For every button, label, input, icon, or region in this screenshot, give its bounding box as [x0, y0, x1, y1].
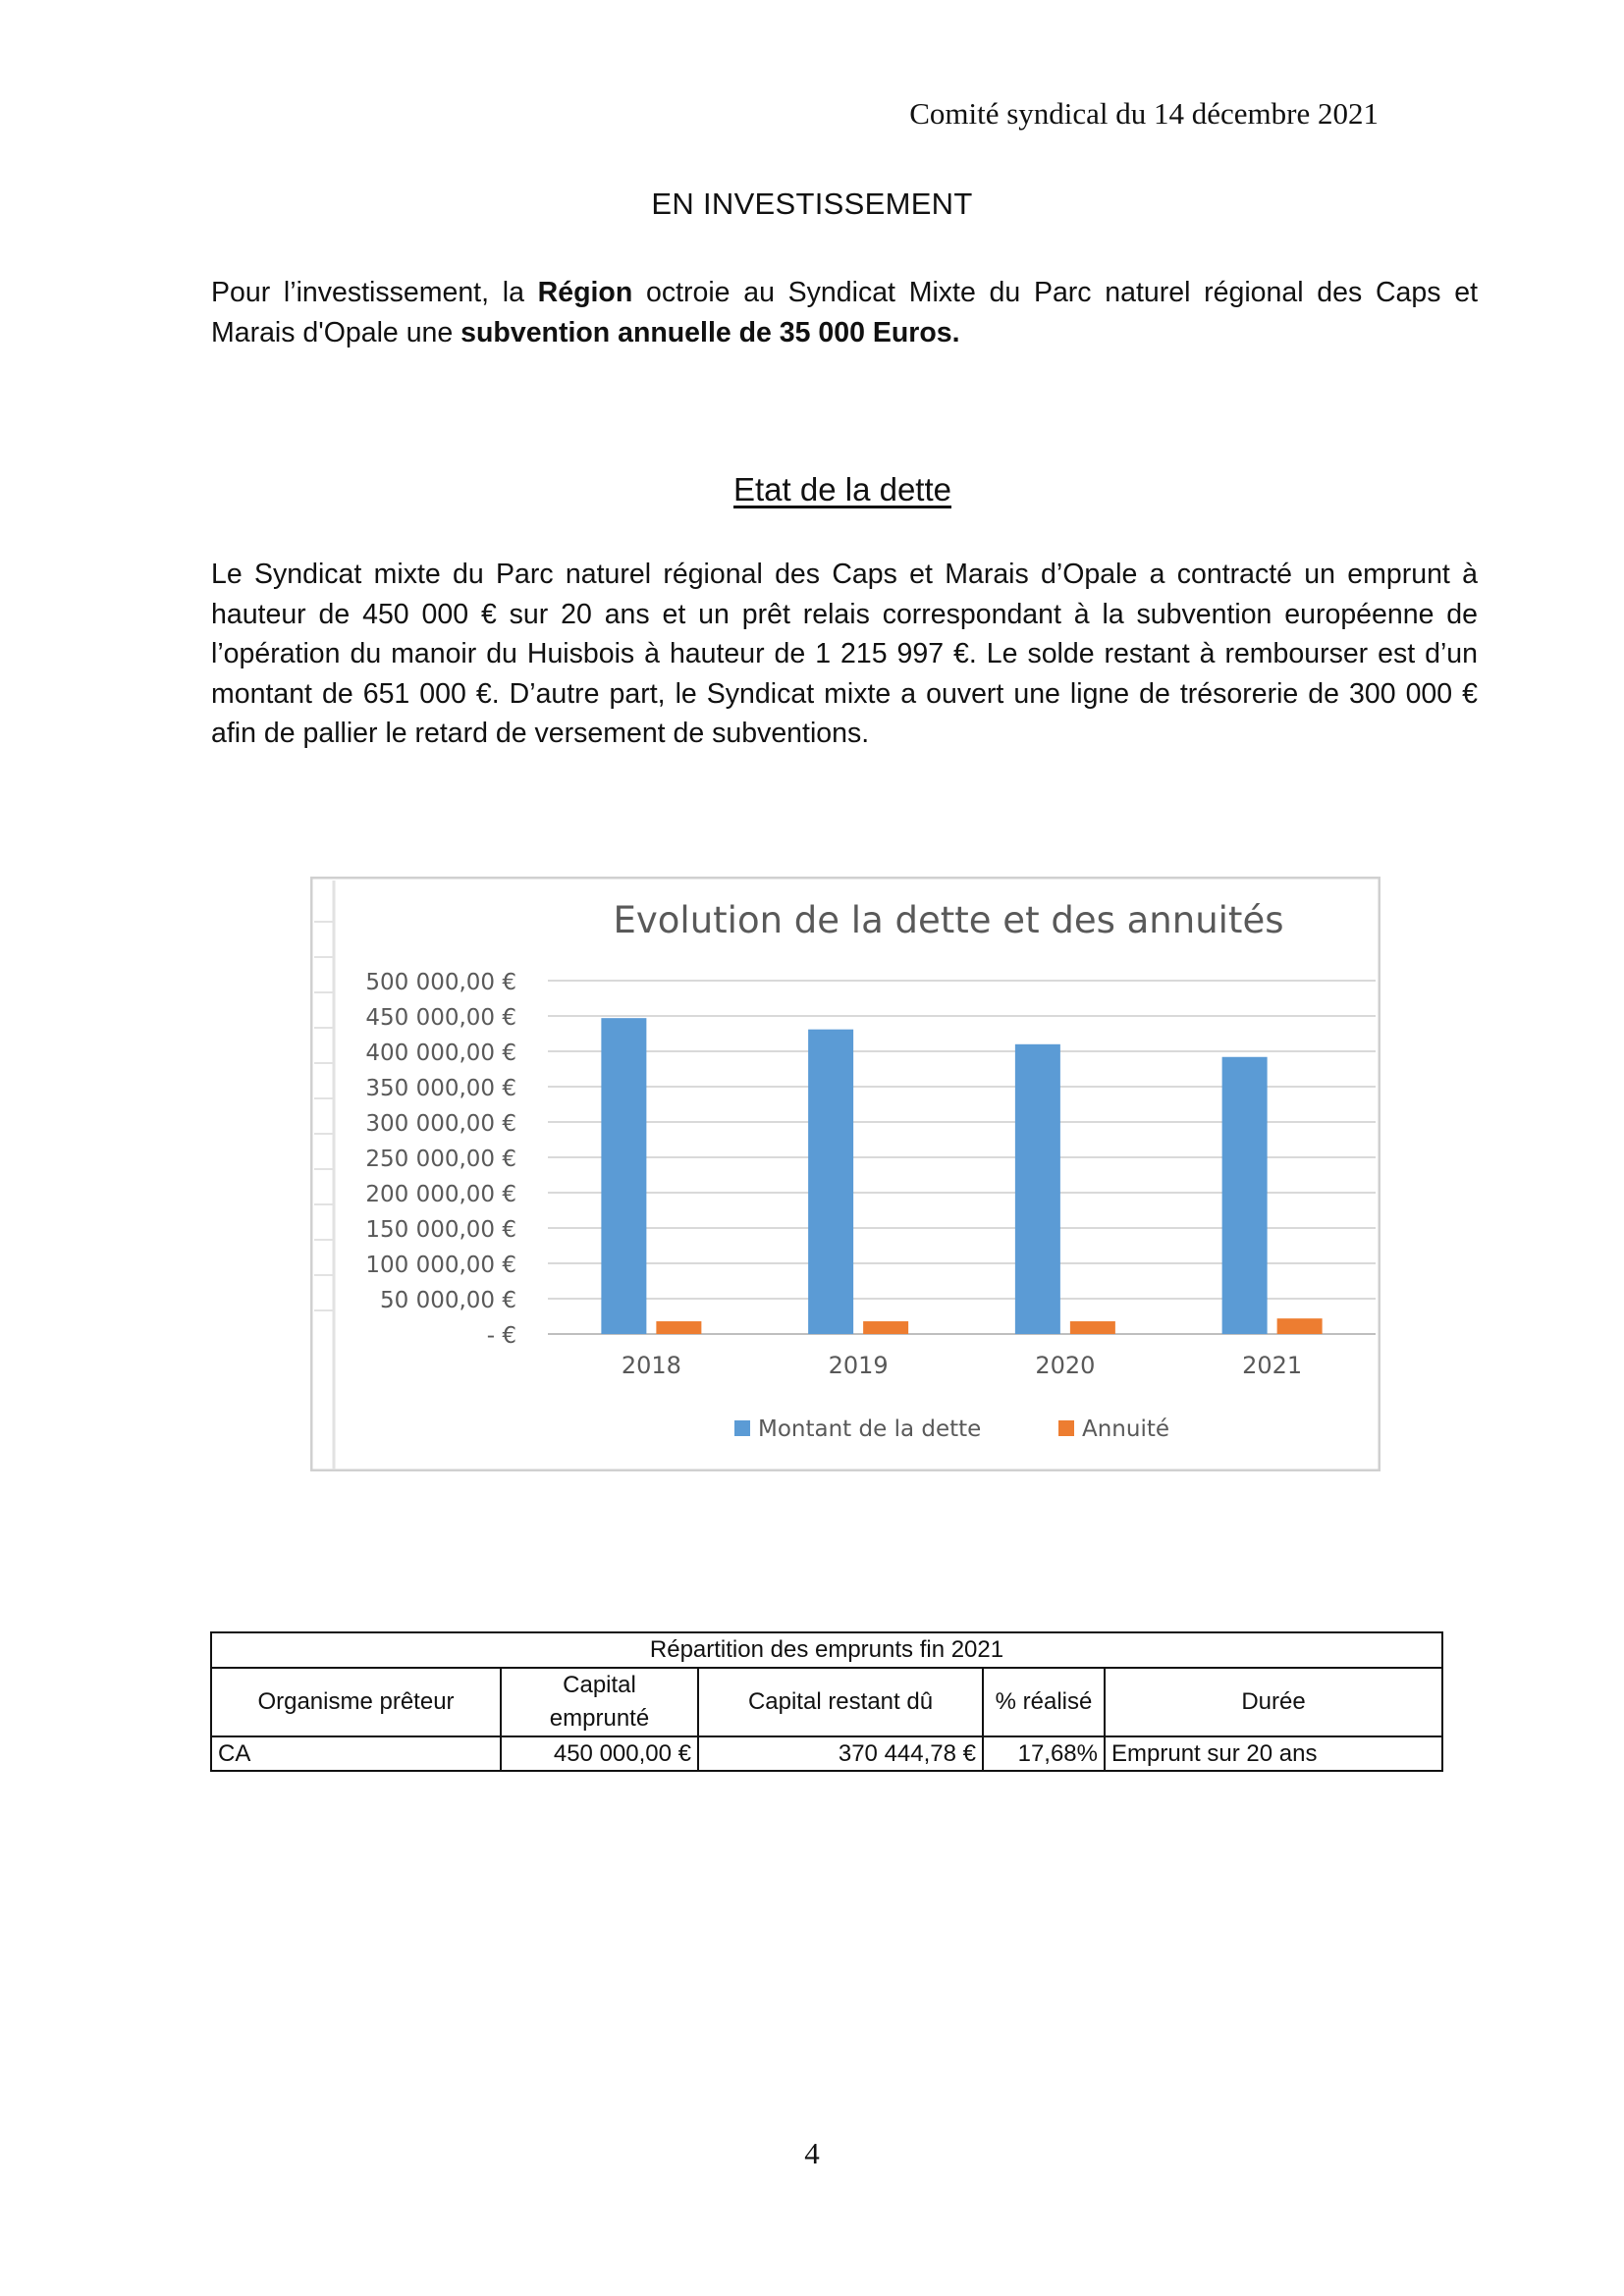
y-tick-label: 450 000,00 €: [365, 1005, 516, 1031]
y-tick-label: 350 000,00 €: [365, 1076, 516, 1101]
y-tick-label: - €: [486, 1323, 516, 1349]
y-tick-label: 250 000,00 €: [365, 1147, 516, 1172]
investment-text-start: Pour l’investissement, la: [211, 277, 538, 308]
legend-swatch: [1058, 1420, 1074, 1436]
subvention-highlight: subvention annuelle de 35 000 Euros.: [460, 316, 960, 348]
x-tick-label: 2019: [828, 1352, 889, 1379]
legend-label: Annuité: [1082, 1416, 1170, 1442]
legend-swatch: [734, 1420, 750, 1436]
cell-lender: CA: [211, 1736, 501, 1771]
investment-text-middle: octroie au Syndicat Mixte du Parc naturel régional des Caps et Marais d'Opale une: [211, 277, 1478, 348]
bar-debt-2019: [808, 1030, 853, 1334]
header-capital-line1: Capital: [563, 1672, 636, 1698]
x-tick-label: 2018: [621, 1352, 681, 1379]
legend-label: Montant de la dette: [758, 1416, 982, 1442]
x-tick-label: 2020: [1035, 1352, 1096, 1379]
loans-table-wrapper: [210, 1631, 1443, 1772]
header-remaining: Capital restant dû: [698, 1668, 983, 1736]
loans-table-header-row: [211, 1668, 1442, 1736]
region-highlight: Région: [537, 277, 633, 308]
header-capital-line2: emprunté: [549, 1705, 650, 1732]
cell-duration: Emprunt sur 20 ans: [1105, 1736, 1442, 1771]
page-number: 4: [804, 2136, 820, 2170]
debt-paragraph: Le Syndicat mixte du Parc naturel régional des Caps et Marais d’Opale a contracté un emprunt à hauteur de 450 000 € sur 20 ans et un prêt relais correspondant à la subvention européenne de l’opération du manoir du Huisbois à hauteur de 1 215 997 €. Le solde restant à rembourser est d’un montant de 651 000 €. D’autre part, le Syndicat mixte a ouvert une ligne de trésorerie de 300 000 € afin de pallier le retard de versement de subventions.: [211, 559, 1478, 749]
header-duration: Durée: [1105, 1668, 1442, 1736]
loans-table-caption: Répartition des emprunts fin 2021: [211, 1632, 1442, 1668]
cell-capital: 450 000,00 €: [501, 1736, 698, 1771]
debt-chart-svg: [310, 877, 1380, 1471]
investment-paragraph: [211, 273, 1478, 352]
y-tick-label: 150 000,00 €: [365, 1217, 516, 1243]
header-capital: [501, 1668, 698, 1736]
investment-title: EN INVESTISSEMENT: [651, 187, 973, 221]
bar-debt-2021: [1222, 1057, 1268, 1334]
y-tick-label: 500 000,00 €: [365, 970, 516, 995]
debt-chart: [310, 877, 1380, 1471]
chart-title: Evolution de la dette et des annuités: [613, 899, 1284, 941]
y-tick-label: 300 000,00 €: [365, 1111, 516, 1137]
header-lender: Organisme prêteur: [211, 1668, 501, 1736]
bar-annuity-2019: [863, 1321, 908, 1334]
x-tick-label: 2021: [1242, 1352, 1303, 1379]
bar-annuity-2020: [1070, 1321, 1115, 1334]
y-tick-label: 100 000,00 €: [365, 1253, 516, 1278]
y-tick-label: 200 000,00 €: [365, 1182, 516, 1207]
table-row: [211, 1736, 1442, 1771]
meeting-header: Comité syndical du 14 décembre 2021: [909, 96, 1379, 131]
cell-percent: 17,68%: [983, 1736, 1105, 1771]
y-tick-label: 50 000,00 €: [380, 1288, 516, 1313]
cell-remaining: 370 444,78 €: [698, 1736, 983, 1771]
bar-annuity-2018: [656, 1321, 701, 1334]
debt-title: Etat de la dette: [733, 471, 951, 507]
bar-debt-2018: [601, 1018, 646, 1334]
y-tick-label: 400 000,00 €: [365, 1041, 516, 1066]
header-percent: % réalisé: [983, 1668, 1105, 1736]
loans-table: [210, 1631, 1443, 1772]
bar-annuity-2021: [1277, 1318, 1323, 1334]
bar-debt-2020: [1015, 1044, 1060, 1334]
